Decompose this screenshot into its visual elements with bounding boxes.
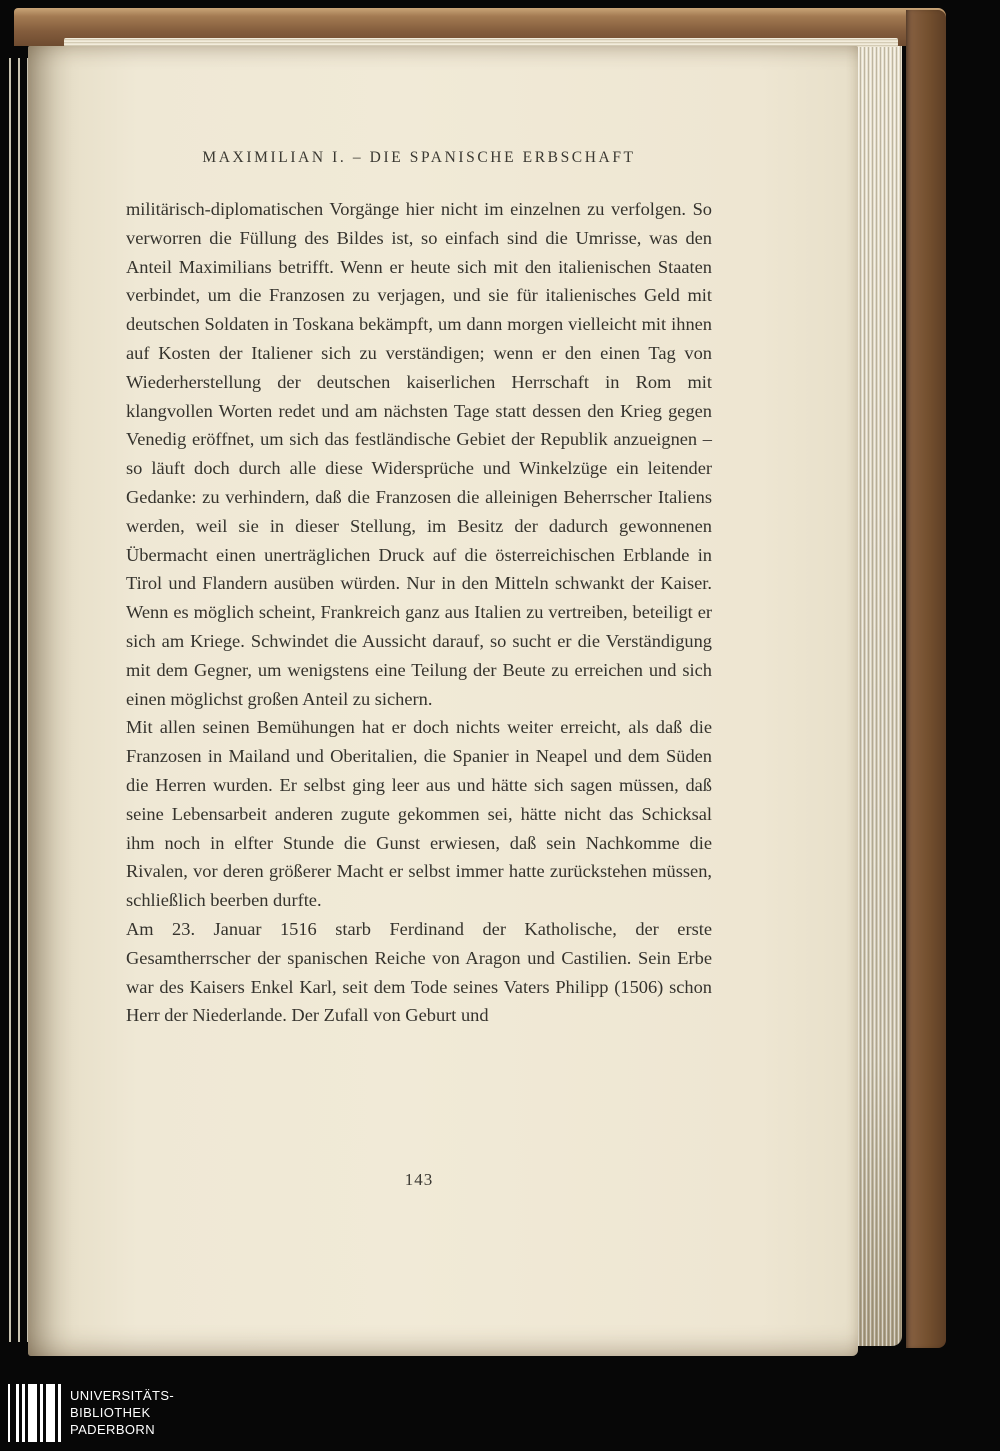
library-watermark xyxy=(8,1384,174,1442)
library-barcode-icon xyxy=(8,1384,61,1442)
library-name-line: UNIVERSITÄTS- xyxy=(70,1388,175,1403)
page-body-text xyxy=(126,195,712,1030)
page-number: 143 xyxy=(404,1170,434,1189)
paragraph: Am 23. Januar 1516 starb Ferdinand der Katholische, der erste Gesamtherrscher der spanischen Reiche von Aragon und Castilien. Sein Erbe war des Kaisers Enkel Karl, seit dem Tode seines Vaters Philipp (1506) schon Herr der Niederlande. Der Zufall von Geburt und xyxy=(126,918,712,1026)
left-page-edges xyxy=(6,58,30,1342)
book-cover-right-edge xyxy=(906,10,946,1348)
paragraph: militärisch-diplomatischen Vorgänge hier nicht im einzelnen zu verfolgen. So verworren die Füllung des Bildes ist, so einfach sind die Umrisse, was den Anteil Maximilians betrifft. Wenn er heute sich mit den italienischen Staaten verbindet, um die Franzosen zu verjagen, und sie für italienisches Geld mit deutschen Soldaten in Toskana bekämpft, um dann morgen vielleicht mit ihnen auf Kosten der Italiener sich zu verständigen; wenn er den einen Tag von Wiederherstellung der deutschen kaiserlichen Herrschaft in Rom mit klangvollen Worten redet und am nächsten Tage statt dessen den Krieg gegen Venedig eröffnet, um sich das festländische Gebiet der Republik anzueignen – so läuft doch durch alle diese Widersprüche und Winkelzüge ein leitender Gedanke: zu verhindern, daß die Franzosen die alleinigen Beherrscher Italiens werden, weil sie in dieser Stellung, im Besitz der dadurch gewonnenen Übermacht einen unerträglichen Druck auf die österreichischen Erblande in Tirol und Flandern ausüben würden. Nur in den Mitteln schwankt der Kaiser. Wenn es möglich scheint, Frankreich ganz aus Italien zu vertreiben, beteiligt er sich am Kriege. Schwindet die Aussicht darauf, so sucht er die Verständigung mit dem Gegner, um wenigstens eine Teilung der Beute zu erreichen und sich einen möglichst großen Anteil zu sichern. xyxy=(126,199,712,709)
paragraph: Mit allen seinen Bemühungen hat er doch nichts weiter erreicht, als daß die Franzosen in Mailand und Oberitalien, die Spanier in Neapel und dem Süden die Herren wurden. Er selbst ging leer aus und hätte sich sagen müssen, daß seine Lebensarbeit anderen zugute gekommen sei, hätte nicht das Schicksal ihm noch in elfter Stunde die Gunst erwiesen, daß sein Nachkomme die Rivalen, vor deren größerer Macht er selbst immer hatte zurückstehen müssen, schließlich beerben durfte. xyxy=(126,717,712,911)
running-header: MAXIMILIAN I. – DIE SPANISCHE ERBSCHAFT xyxy=(202,149,636,166)
library-name-line: PADERBORN xyxy=(70,1422,155,1437)
library-name xyxy=(70,1384,174,1442)
library-name-line: BIBLIOTHEK xyxy=(70,1405,151,1420)
page-stack-fore-edge xyxy=(854,46,902,1346)
